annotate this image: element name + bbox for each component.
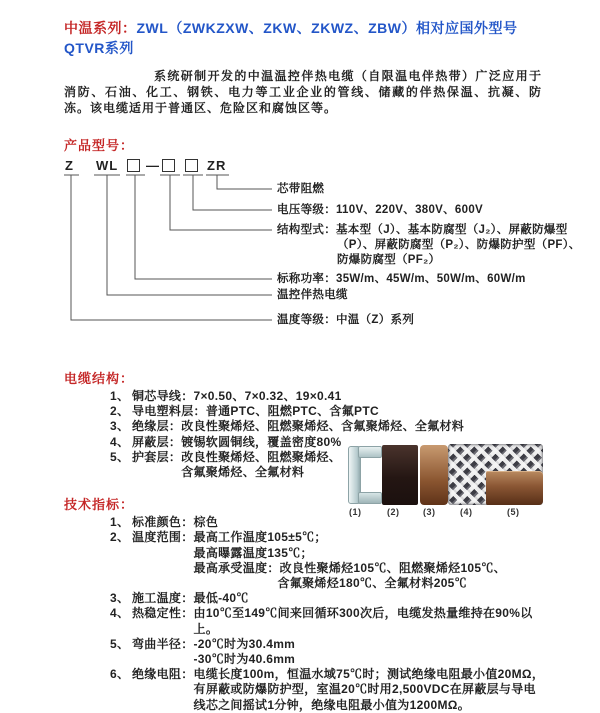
item-value: 含氟聚烯烃、全氟材料	[181, 465, 305, 480]
item-label: 屏蔽层：	[132, 434, 182, 449]
tech-specs-list	[110, 515, 548, 713]
item-label: 护套层：	[132, 449, 182, 464]
cable-cutaway-figure	[347, 442, 545, 520]
item-label: 温度范围：	[132, 530, 194, 545]
item-number: 3、	[110, 419, 130, 434]
figure-outer-jacket-layer	[486, 471, 543, 505]
item-number: 5、	[110, 636, 130, 651]
item-label: 导电塑料层：	[132, 404, 206, 419]
item-value: 普通PTC、阻燃PTC、含氟PTC	[205, 404, 379, 419]
diagram-label-structure-line3: 防爆防腐型（PF₂）	[337, 254, 441, 266]
item-number: 6、	[110, 667, 130, 682]
item-label: 施工温度：	[132, 591, 194, 606]
list-item	[110, 530, 548, 591]
list-item	[110, 591, 548, 606]
intro-paragraph: 系统研制开发的中温温控伴热电缆（自限温电伴热带）广泛应用于消防、石油、化工、钢铁、电力等工业企业的管线、储藏的伴热保温、抗凝、防冻。该电缆适用于普通区、危险区和腐蚀区等。	[64, 69, 542, 115]
item-value: 最高曝露温度135℃；	[193, 545, 313, 560]
title-series: 中温系列：	[64, 20, 137, 36]
model-code-z: Z	[65, 158, 74, 173]
item-value: 最高承受温度：改良性聚烯烃105℃、阻燃聚烯烃105℃、	[193, 560, 506, 575]
item-value: 改良性聚烯烃、阻燃聚烯烃、	[181, 449, 342, 464]
item-label: 热稳定性：	[132, 606, 194, 621]
item-value: 最低-40℃	[193, 591, 249, 606]
item-label: 绝缘层：	[132, 419, 182, 434]
diagram-label-zr: 芯带阻燃	[277, 183, 325, 195]
item-value: 改良性聚烯烃、阻燃聚烯烃、含氟聚烯烃、全氟材料	[181, 419, 465, 434]
figure-insulation-layer	[420, 445, 448, 505]
item-value: 最高工作温度105±5℃；	[193, 530, 327, 545]
model-code-box-voltage	[185, 159, 198, 172]
model-code-box-structure	[162, 159, 175, 172]
diagram-label-voltage: 电压等级：110V、220V、380V、600V	[277, 204, 483, 216]
item-label: 绝缘电阻：	[132, 667, 194, 682]
figure-conductor-arm-top	[358, 446, 382, 458]
item-number: 4、	[110, 434, 130, 449]
item-number: 2、	[110, 404, 130, 419]
diagram-label-cable: 温控伴热电缆	[277, 289, 348, 301]
item-number: 1、	[110, 515, 130, 530]
model-code-dash: —	[146, 158, 160, 173]
item-number: 2、	[110, 530, 130, 545]
section-heading-model: 产品型号：	[64, 138, 135, 153]
figure-conductive-plastic-layer	[382, 445, 418, 505]
page-title	[64, 18, 544, 58]
figure-caption-1: (1)	[349, 507, 362, 517]
item-number: 5、	[110, 449, 130, 464]
item-number: 1、	[110, 389, 130, 403]
item-value: -20℃时为30.4mm	[193, 636, 296, 651]
list-item	[110, 404, 548, 419]
model-code-diagram	[64, 158, 600, 340]
item-value: 棕色	[193, 515, 219, 530]
section-heading-tech: 技术指标：	[64, 497, 135, 513]
diagram-label-structure-line2: （P）、屏蔽防腐型（P₂）、防爆防护型（PF）、	[337, 239, 581, 251]
list-item	[110, 637, 548, 667]
diagram-label-temp-grade: 温度等级：中温（Z）系列	[277, 314, 415, 326]
document-page	[0, 18, 600, 712]
item-value: -30℃时为40.6mm	[193, 652, 296, 667]
item-value: 含氟聚烯烃180℃、全氟材料205℃	[277, 576, 467, 591]
diagram-label-structure	[277, 223, 581, 268]
figure-caption-3: (3)	[423, 507, 436, 517]
list-item	[110, 389, 548, 404]
model-code-zr: ZR	[207, 158, 227, 173]
section-heading-structure: 电缆结构：	[64, 371, 135, 386]
item-value: 电缆长度100m，恒温水域75℃时；测试绝缘电阻最小值20MΩ，有屏蔽或防爆防护型，室温20℃时用2,500VDC在屏蔽层与导电线芯之间摇试1分钟，绝缘电阻最小值为1200MΩ。	[193, 667, 545, 712]
list-item	[110, 419, 548, 434]
item-label: 弯曲半径：	[132, 636, 194, 651]
item-value: 镀锡软圆铜线，覆盖密度80%	[181, 434, 342, 449]
item-value: 7×0.50、7×0.32、19×0.41	[193, 389, 342, 403]
diagram-label-structure-line1: 结构型式：基本型（J）、基本防腐型（J₂）、屏蔽防爆型	[277, 224, 568, 236]
figure-conductor-arm-bottom	[358, 492, 382, 504]
item-value: 由10℃至149℃间来回循环300次后，电缆发热量维持在90%以上。	[193, 606, 533, 636]
figure-caption-5: (5)	[507, 507, 520, 517]
item-number: 3、	[110, 591, 130, 606]
title-models: ZWL（ZWKZXW、ZKW、ZKWZ、ZBW）相对应国外型号QTVR系列	[64, 20, 518, 56]
item-label: 铜芯导线：	[132, 389, 194, 403]
figure-caption-2: (2)	[387, 507, 400, 517]
list-item	[110, 606, 548, 636]
diagram-label-power: 标称功率：35W/m、45W/m、50W/m、60W/m	[277, 273, 526, 285]
model-code-box-power	[127, 159, 140, 172]
list-item	[110, 667, 548, 713]
figure-caption-4: (4)	[460, 507, 473, 517]
item-number: 4、	[110, 606, 130, 621]
item-label: 标准颜色：	[132, 515, 194, 530]
model-code-wl: WL	[96, 158, 119, 173]
